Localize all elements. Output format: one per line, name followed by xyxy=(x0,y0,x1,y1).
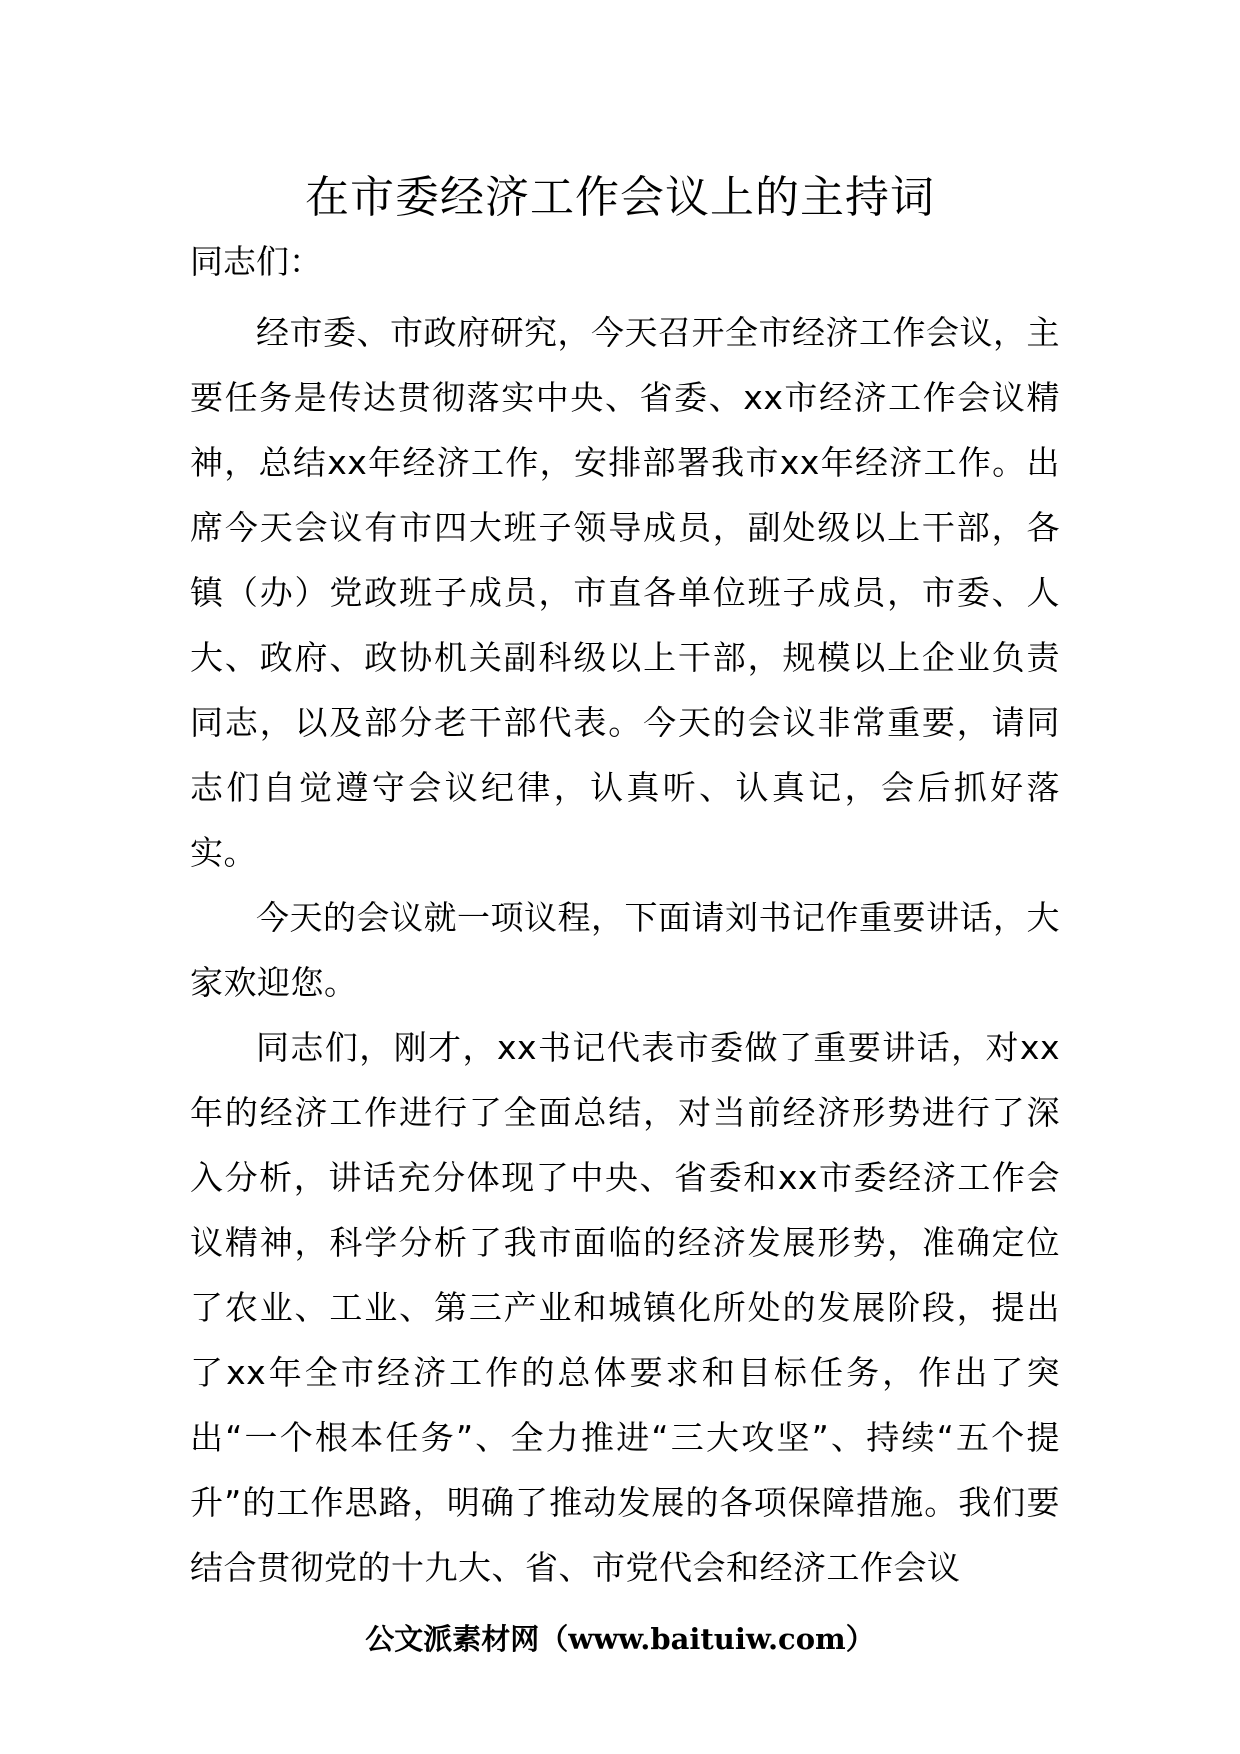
salutation: 同志们： xyxy=(190,242,322,281)
paragraph-3: 同志们，刚才，xx书记代表市委做了重要讲话，对xx年的经济工作进行了全面总结，对当前经济形势进行了深入分析，讲话充分体现了中央、省委和xx市委经济工作会议精神，科学分析了我市面临的经济发展形势，准确定位了农业、工业、第三产业和城镇化所处的发展阶段，提出了xx年全市经济工作的总体要求和目标任务，作出了突出“一个根本任务”、全力推进“三大攻坚”、持续“五个提升”的工作思路，明确了推动发展的各项保障措施。我们要结合贯彻党的十九大、省、市党代会和经济工作会议 xyxy=(190,1028,1060,1587)
paragraph-2: 今天的会议就一项议程，下面请刘书记作重要讲话，大家欢迎您。 xyxy=(190,898,1060,1002)
footer-watermark: 公文派素材网（www.baituiw.com） xyxy=(365,1622,875,1656)
document-body xyxy=(190,300,1060,1600)
document-title: 在市委经济工作会议上的主持词 xyxy=(305,172,935,223)
paragraph-1: 经市委、市政府研究，今天召开全市经济工作会议，主要任务是传达贯彻落实中央、省委、xx市经济工作会议精神，总结xx年经济工作，安排部署我市xx年经济工作。出席今天会议有市四大班子领导成员，副处级以上干部，各镇（办）党政班子成员，市直各单位班子成员，市委、人大、政府、政协机关副科级以上干部，规模以上企业负责同志，以及部分老干部代表。今天的会议非常重要，请同志们自觉遵守会议纪律，认真听、认真记，会后抓好落实。 xyxy=(190,313,1060,872)
